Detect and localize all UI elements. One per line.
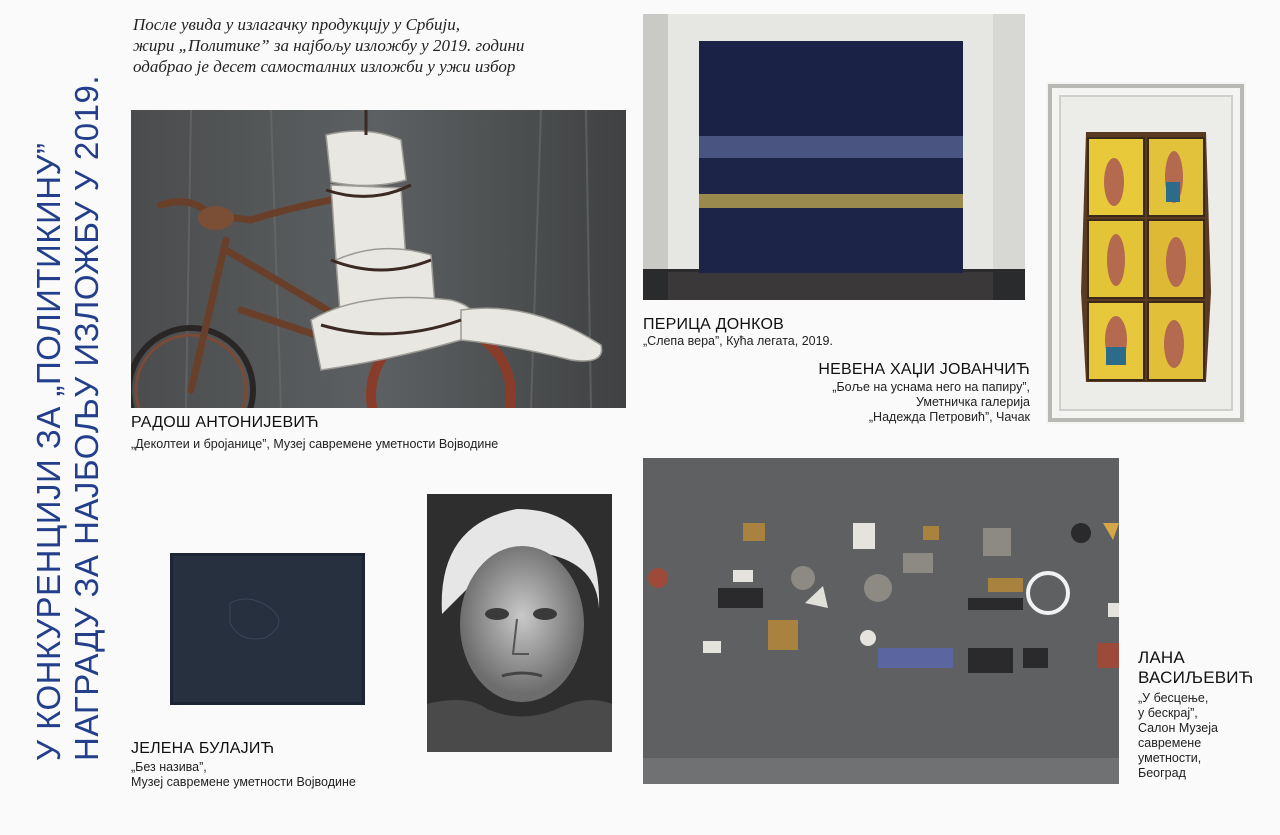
artist-name-vasiljevic-line-2: ВАСИЉЕВИЋ [1138,668,1254,687]
artist-name-jovancic: НЕВЕНА ХАЏИ ЈОВАНЧИЋ [818,361,1030,378]
intro-line-3: одабрао је десет самосталних изложби у ужи избор [133,57,516,76]
photo-bulajic-portrait [427,494,612,752]
caption-vasiljevic-line-5: уметности, [1138,751,1202,765]
caption-vasiljevic-line-3: Салон Музеја [1138,721,1218,735]
caption-jovancic [796,380,1030,425]
photo-bulajic-canvas [170,553,365,705]
caption-vasiljevic-line-1: „У бесцење, [1138,691,1209,705]
photo-vasiljevic-installation [643,458,1119,784]
caption-antonijevic: „Деколтеи и бројанице”, Музеј савремене уметности Војводине [131,437,499,451]
caption-donkov: „Слепа вера”, Кућа легата, 2019. [643,334,833,348]
caption-jovancic-line-3: „Надежда Петровић”, Чачак [868,410,1030,424]
headline [28,0,108,835]
caption-bulajic [131,760,356,790]
caption-vasiljevic-line-4: савремене [1138,736,1202,750]
photo-donkov-slepa-vera [643,14,1025,300]
artist-name-bulajic: ЈЕЛЕНА БУЛАЈИЋ [131,740,275,757]
intro-line-2: жири „Политике” за најбољу изложбу у 2019. години [133,36,525,55]
caption-bulajic-line-1: „Без назива”, [131,760,207,774]
headline-text [30,75,106,761]
photo-antonijevic-bicycle [131,110,626,408]
headline-line-2: НАГРАДУ ЗА НАЈБОЉУ ИЗЛОЖБУ У 2019. [68,75,105,761]
caption-vasiljevic-line-6: Београд [1138,766,1186,780]
artist-name-donkov: ПЕРИЦА ДОНКОВ [643,316,784,333]
headline-line-1: У КОНКУРЕНЦИЈИ ЗА „ПОЛИТИКИНУ” [30,142,67,761]
intro-text [133,14,593,77]
intro-line-1: После увида у излагачку продукцију у Србији, [133,15,460,34]
caption-vasiljevic-line-2: у бескрај”, [1138,706,1198,720]
caption-jovancic-line-2: Уметничка галерија [916,395,1030,409]
caption-vasiljevic [1138,691,1218,781]
caption-jovancic-line-1: „Боље на уснама него на папиру”, [832,380,1030,394]
photo-jovancic-framed-work [1046,82,1246,424]
artist-name-vasiljevic-line-1: ЛАНА [1138,648,1185,667]
artist-name-antonijevic: РАДОШ АНТОНИЈЕВИЋ [131,414,319,431]
artist-name-vasiljevic [1138,648,1253,688]
caption-bulajic-line-2: Музеј савремене уметности Војводине [131,775,356,789]
